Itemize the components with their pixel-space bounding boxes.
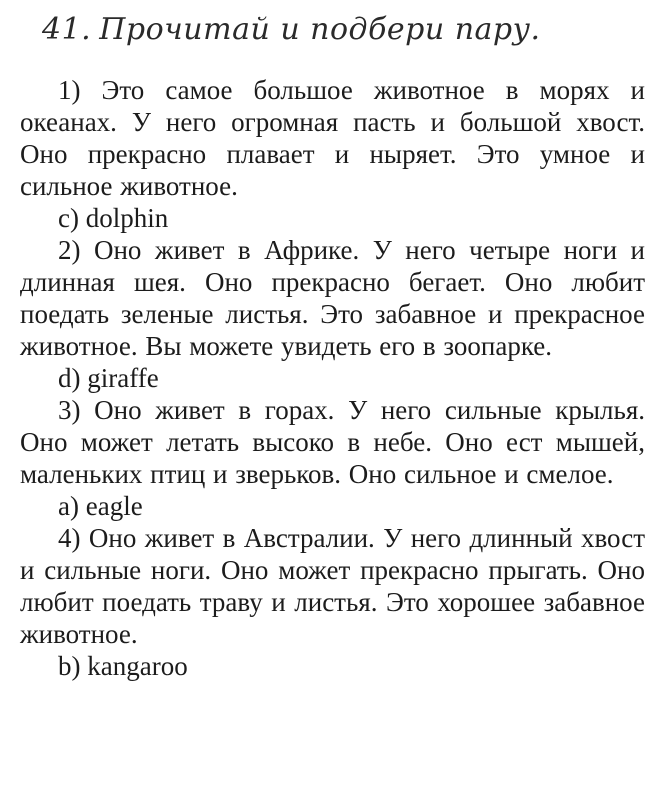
item-description <box>20 74 645 202</box>
answer-word: kangaroo <box>87 651 188 681</box>
item-text: Оно живет в горах. У него сильные крылья. Оно может летать высоко в небе. Оно ест мышей, маленьких птиц и зверьков. Оно сильное и смелое. <box>20 395 645 489</box>
answer-line <box>20 362 645 394</box>
answer-letter: a) <box>58 491 79 521</box>
item-description <box>20 522 645 650</box>
answer-word: dolphin <box>85 203 169 233</box>
answer-line <box>20 202 645 234</box>
answer-line <box>20 490 645 522</box>
answer-line <box>20 650 645 682</box>
answer-letter: b) <box>58 651 81 681</box>
answer-word: giraffe <box>87 363 159 393</box>
item-number: 3) <box>58 395 81 425</box>
exercise-number: 41. <box>42 12 92 47</box>
item-number: 4) <box>58 523 81 553</box>
answer-letter: d) <box>58 363 81 393</box>
answer-word: eagle <box>85 491 143 521</box>
exercise-title: Прочитай и подбери пару. <box>99 12 541 47</box>
item-number: 1) <box>58 75 81 105</box>
exercise-item <box>20 74 645 234</box>
item-text: Оно живет в Африке. У него четыре ноги и длинная шея. Оно прекрасно бегает. Оно любит поедать зеленые листья. Это забавное и прекрасное животное. Вы можете увидеть его в зоопарке. <box>20 235 645 361</box>
item-description <box>20 234 645 362</box>
answer-letter: c) <box>58 203 79 233</box>
exercise-item <box>20 522 645 682</box>
item-description <box>20 394 645 490</box>
item-number: 2) <box>58 235 81 265</box>
item-text: Оно живет в Австралии. У него длинный хвост и сильные ноги. Оно может прекрасно прыгать. Оно любит поедать траву и листья. Это хорошее забавное животное. <box>20 523 646 649</box>
exercise-item <box>20 394 645 522</box>
item-text: Это самое большое животное в морях и океанах. У него огромная пасть и большой хвост. Оно прекрасно плавает и ныряет. Это умное и сильное животное. <box>20 75 645 201</box>
exercise-item <box>20 234 645 394</box>
exercise-heading <box>42 10 645 50</box>
